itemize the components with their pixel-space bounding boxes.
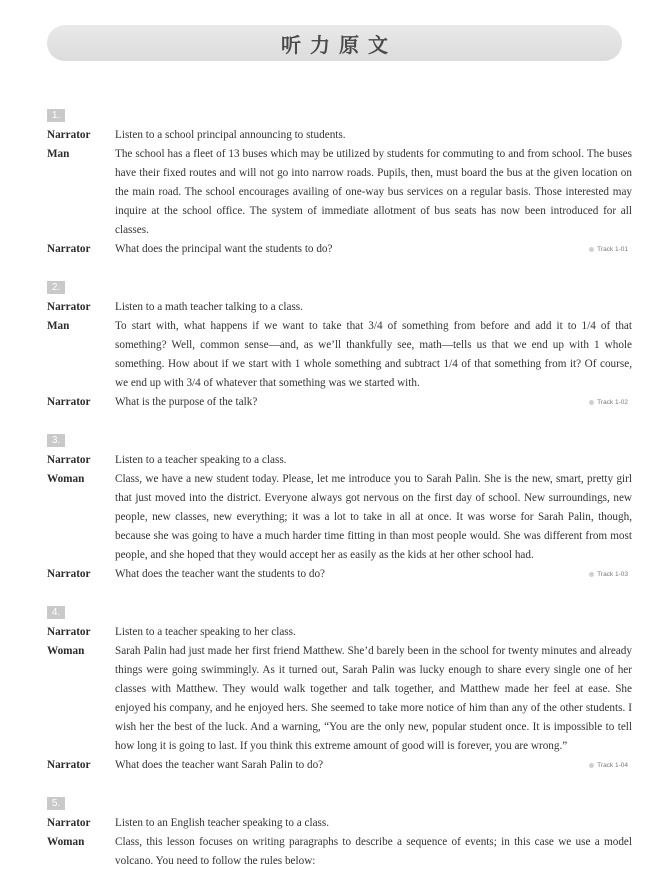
line-text: Class, we have a new student today. Please, let me introduce you to Sarah Palin. She is the new, smart, pretty girl that just moved into the district. Everyone always got nervous on the first day of school. New surroundings, new people, new classes, new everything; it was a lot to take in all at once. It was worse for Sarah Palin, though, because she was going to have a much harder time fitting in than most people would. She was different from most people, and she hoped that they would accept her as easily as the kids at her other school had. [115,473,632,561]
question-line [47,393,632,412]
audio-icon [589,247,594,252]
audio-track-label[interactable] [589,393,632,412]
speaker-label: Narrator [47,817,91,829]
section-number-badge: 2. [47,281,65,294]
transcript-line [47,623,632,642]
question-line [47,756,632,775]
question-text: What does the teacher want Sarah Palin to do? [115,759,324,771]
transcript-section-5 [47,793,632,871]
transcript-section-2 [47,277,632,412]
track-number: Track 1-02 [597,399,628,406]
speaker-label: Narrator [47,129,91,141]
speaker-label: Narrator [47,243,91,255]
section-number-badge: 3. [47,434,65,447]
speaker-label: Man [47,320,70,332]
audio-icon [589,572,594,577]
transcript-section-3 [47,430,632,584]
speaker-label: Narrator [47,568,91,580]
section-number-badge: 4. [47,606,65,619]
transcript-line [47,451,632,470]
transcript-line [47,642,632,756]
section-number-badge: 5. [47,797,65,810]
line-text: Listen to a math teacher talking to a class. [115,301,303,313]
line-text: Listen to a teacher speaking to a class. [115,454,287,466]
track-number: Track 1-04 [597,762,628,769]
speaker-label: Narrator [47,396,91,408]
line-text: Listen to an English teacher speaking to a class. [115,817,330,829]
line-text: Class, this lesson focuses on writing paragraphs to describe a sequence of events; in this case we use a model volcano. You need to follow the rules below: [115,836,632,867]
transcript-line [47,470,632,565]
transcript-line [47,145,632,240]
speaker-label: Narrator [47,759,91,771]
line-text: Listen to a teacher speaking to her class. [115,626,296,638]
question-line [47,565,632,584]
speaker-label: Narrator [47,454,91,466]
transcript-line [47,317,632,393]
audio-icon [589,763,594,768]
question-text-wrap [115,240,632,259]
audio-track-label[interactable] [589,756,632,775]
speaker-label: Woman [47,836,85,848]
question-line [47,240,632,259]
transcript-content [47,105,632,889]
audio-track-label[interactable] [589,240,632,259]
audio-icon [589,400,594,405]
transcript-line [47,833,632,871]
speaker-label: Woman [47,473,85,485]
question-text: What does the teacher want the students to do? [115,568,326,580]
question-text: What is the purpose of the talk? [115,396,258,408]
transcript-section-4 [47,602,632,775]
speaker-label: Narrator [47,626,91,638]
audio-track-label[interactable] [589,565,632,584]
line-text: The school has a fleet of 13 buses which may be utilized by students for commuting to and from school. The buses have their fixed routes and will not go into narrow roads. Pupils, then, must board the bus at the given location on the main road. The school encourages availing of one-way bus services on a regular basis. Those interested may inquire at the school office. The system of immediate allotment of bus seats has now been introduced for all classes. [115,148,632,236]
question-text-wrap [115,393,632,412]
speaker-label: Man [47,148,70,160]
speaker-label: Woman [47,645,85,657]
header-banner [47,25,622,61]
speaker-label: Narrator [47,301,91,313]
line-text: Listen to a school principal announcing to students. [115,129,346,141]
section-number-badge: 1. [47,109,65,122]
page-title: 听力原文 [281,32,397,57]
transcript-section-1 [47,105,632,259]
transcript-line [47,298,632,317]
transcript-line [47,126,632,145]
track-number: Track 1-03 [597,571,628,578]
question-text-wrap [115,565,632,584]
line-text: Sarah Palin had just made her first friend Matthew. She’d barely been in the school for twenty minutes and already things were going swimmingly. As it turned out, Sarah Palin was lucky enough to share every single one of her classes with Matthew. They would walk together and talk together, and Matthew made her feel at ease. She enjoyed his company, and he enjoyed hers. She seemed to take more notice of him than any of the other students. I wish her the best of the luck. And a warning, “You are the only new, popular student once. It is impossible to tell how long it is going to last. If you think this extreme amount of good will is forever, you are wrong.” [115,645,632,752]
question-text: What does the principal want the students to do? [115,243,333,255]
line-text: To start with, what happens if we want to take that 3/4 of something from before and add it to 1/4 of that something? Well, common sense—and, as we’ll thankfully see, math—tells us that we end up with 1 whole something. How about if we start with 1 whole something and subtract 1/4 of that something from it? Of course, we end up with 3/4 of whatever that something was we started with. [115,320,632,389]
track-number: Track 1-01 [597,246,628,253]
question-text-wrap [115,756,632,775]
